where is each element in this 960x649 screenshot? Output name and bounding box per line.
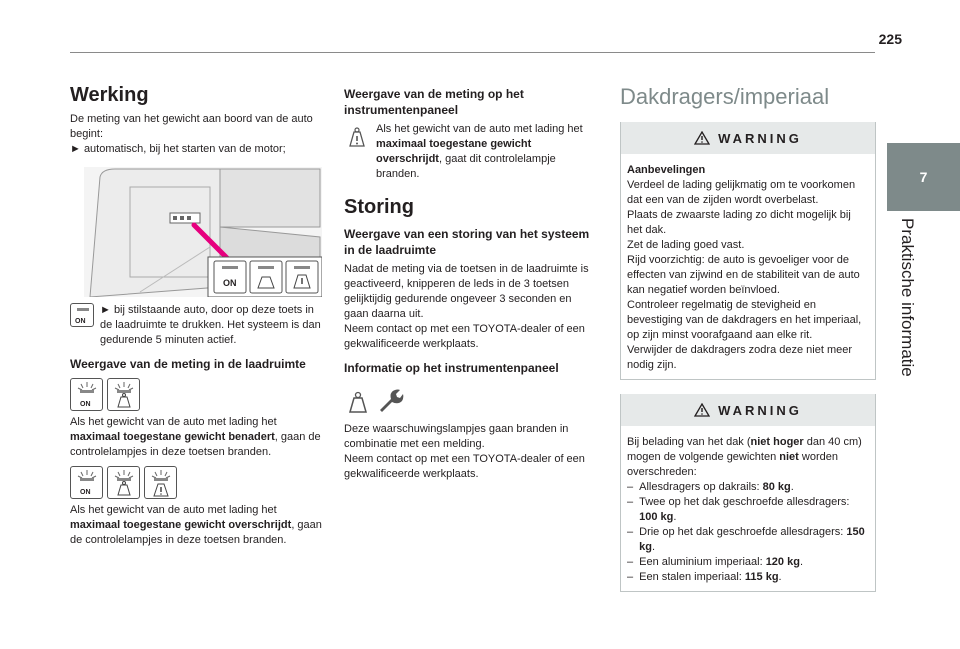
column-3: [620, 84, 876, 592]
para-fault-leds: Nadat de meting via de toetsen in de laadruimte is geactiveerd, knipperen de leds in de 3 toetsen gelijktijdig gedurende ongeveer 3 seconden en gaan daarna uit.: [344, 263, 589, 320]
item-value: 100 kg: [639, 511, 674, 523]
on-led-icon: [70, 378, 103, 411]
warning-triangle-icon: [694, 403, 710, 417]
roof-load-intro-bold1: niet hoger: [750, 436, 804, 448]
roof-load-item: [627, 480, 869, 495]
roof-load-intro-post: worden overschreden:: [627, 451, 838, 478]
bullet-auto: ► automatisch, bij het starten van de motor;: [70, 143, 286, 155]
item-end: .: [673, 511, 677, 523]
subheading-cargo-display: Weergave van de meting in de laadruimte: [70, 357, 306, 371]
item-text: Twee op het dak geschroefde allesdragers:: [639, 496, 850, 508]
bullet-stationary: ► bij stilstaande auto, door op deze toets in de laadruimte te drukken. Het systeem is dan gedurende 5 minuten actief.: [100, 304, 321, 346]
warning-line: Verdeel de lading gelijkmatig om te voorkomen dat een van de zijden wordt overbelast.: [627, 179, 856, 206]
warning-body-roof-loads: [621, 426, 875, 591]
intro-text: De meting van het gewicht aan boord van de auto begint:: [70, 113, 313, 140]
section-title-storing: Storing: [344, 196, 414, 218]
para-approach-pre: Als het gewicht van de auto met lading het: [70, 416, 277, 428]
item-value: 115 kg: [744, 571, 779, 583]
cargo-area-image: [70, 167, 322, 297]
para-exceed-bold: maximaal toegestane gewicht overschrijdt: [70, 519, 292, 531]
cargo-area-illustration: [70, 167, 322, 297]
warning-label: WARNING: [718, 130, 802, 146]
warning-header-2: [621, 394, 875, 426]
roof-load-item: [627, 495, 869, 525]
warning-header: [621, 122, 875, 154]
dash: –: [627, 481, 634, 493]
roof-load-intro-mid: dan 40 cm) mogen de volgende gewichten: [627, 436, 862, 463]
dash: –: [627, 496, 634, 508]
overload-warning-icon: [344, 122, 370, 148]
warning-line: Verwijder de dakdragers zodra deze niet meer nodig zijn.: [627, 344, 853, 371]
weight-led-icon-2: [107, 466, 140, 499]
roof-load-intro-pre: Bij belading van het dak (: [627, 436, 751, 448]
weight-icon: [344, 386, 372, 414]
chapter-label: Praktische informatie: [898, 218, 917, 377]
page-number: 225: [878, 31, 902, 47]
subheading-system-fault: Weergave van een storing van het systeem in de laadruimte: [344, 227, 590, 257]
header-rule: [70, 52, 875, 53]
section-title-roof-racks: Dakdragers/imperiaal: [620, 84, 830, 109]
item-value: 150 kg: [639, 526, 865, 553]
roof-load-item: [627, 525, 869, 555]
warning-line: Plaats de zwaarste lading zo dicht mogelijk bij het dak.: [627, 209, 851, 236]
warning-box-recommendations: [620, 122, 876, 380]
column-1: [70, 84, 328, 548]
warning-line: Rijd voorzichtig: de auto is gevoeliger voor de effecten van zijwind en de stabiliteit van de auto kan negatief worden beïnvloed.: [627, 254, 860, 296]
wrench-icon: [376, 386, 404, 414]
on-button-label: ON: [75, 318, 86, 325]
on-led-label: ON: [80, 401, 91, 408]
warning-lead: Aanbevelingen: [627, 164, 706, 176]
weight-led-icon: [107, 378, 140, 411]
item-text: Drie op het dak geschroefde allesdragers:: [639, 526, 847, 538]
para-approach-bold: maximaal toegestane gewicht benadert: [70, 431, 275, 443]
on-led-icon-2: [70, 466, 103, 499]
para-contact-dealer: Neem contact op met een TOYOTA-dealer of een gekwalificeerde werkplaats.: [344, 323, 585, 350]
on-button-icon: [70, 303, 94, 327]
dash: –: [627, 556, 634, 568]
para-contact-dealer-2: Neem contact op met een TOYOTA-dealer of een gekwalificeerde werkplaats.: [344, 453, 585, 480]
item-text: Een aluminium imperiaal:: [639, 556, 766, 568]
para-approach: [70, 415, 328, 460]
dash: –: [627, 526, 634, 538]
section-title-werking: Werking: [70, 84, 149, 106]
para-exceed-post: , gaan de controlelampjes in deze toetsen branden.: [70, 519, 322, 546]
dash: –: [627, 571, 634, 583]
overweight-led-icon: [144, 466, 177, 499]
column-2: [344, 84, 596, 482]
chapter-tab[interactable]: 7: [887, 143, 960, 211]
roof-load-item: [627, 570, 869, 585]
roof-load-item: [627, 555, 869, 570]
warning-label-2: WARNING: [718, 402, 802, 418]
button-trio-exceed: [70, 466, 328, 499]
para-approach-post: , gaan de controlelampjes in deze toetsen branden.: [70, 431, 321, 458]
item-end: .: [790, 481, 794, 493]
item-value: 80 kg: [762, 481, 791, 493]
warning-body-recommendations: [621, 154, 875, 379]
item-text: Een stalen imperiaal:: [639, 571, 745, 583]
item-text: Allesdragers op dakrails:: [639, 481, 763, 493]
roof-load-intro-bold2: niet: [779, 451, 799, 463]
item-end: .: [778, 571, 782, 583]
para-instrument-pre: Als het gewicht van de auto met lading het: [376, 123, 583, 135]
warning-box-roof-loads: [620, 394, 876, 592]
on-led-label-2: ON: [80, 489, 91, 496]
para-exceed-pre: Als het gewicht van de auto met lading het: [70, 504, 277, 516]
para-instrument-post: , gaat dit controlelampje branden.: [376, 153, 556, 180]
para-instrument: [376, 122, 596, 182]
fault-icons-row: [344, 386, 596, 414]
warning-triangle-icon: [694, 131, 710, 145]
item-end: .: [799, 556, 803, 568]
warning-line: Controleer regelmatig de stevigheid en bevestiging van de dakdragers en het imperiaal, op zijn minst voorafgaand aan elke rit.: [627, 299, 862, 341]
subheading-instrument-info: Informatie op het instrumentenpaneel: [344, 361, 559, 375]
warning-line: Zet de lading goed vast.: [627, 239, 745, 251]
item-end: .: [651, 541, 656, 553]
para-instrument-bold: maximaal toegestane gewicht overschrijdt: [376, 138, 532, 165]
instrument-warning-row: [344, 122, 596, 182]
button-pair-approach: [70, 378, 328, 411]
item-value: 120 kg: [765, 556, 800, 568]
illustration-on-label: ON: [223, 278, 237, 288]
subheading-instrument-display: Weergave van de meting op het instrumentenpaneel: [344, 87, 524, 117]
roof-load-intro: [627, 435, 869, 480]
para-warning-lamps: Deze waarschuwingslampjes gaan branden in combinatie met een melding.: [344, 423, 569, 450]
on-button-row: [70, 303, 328, 348]
para-exceed: [70, 503, 328, 548]
